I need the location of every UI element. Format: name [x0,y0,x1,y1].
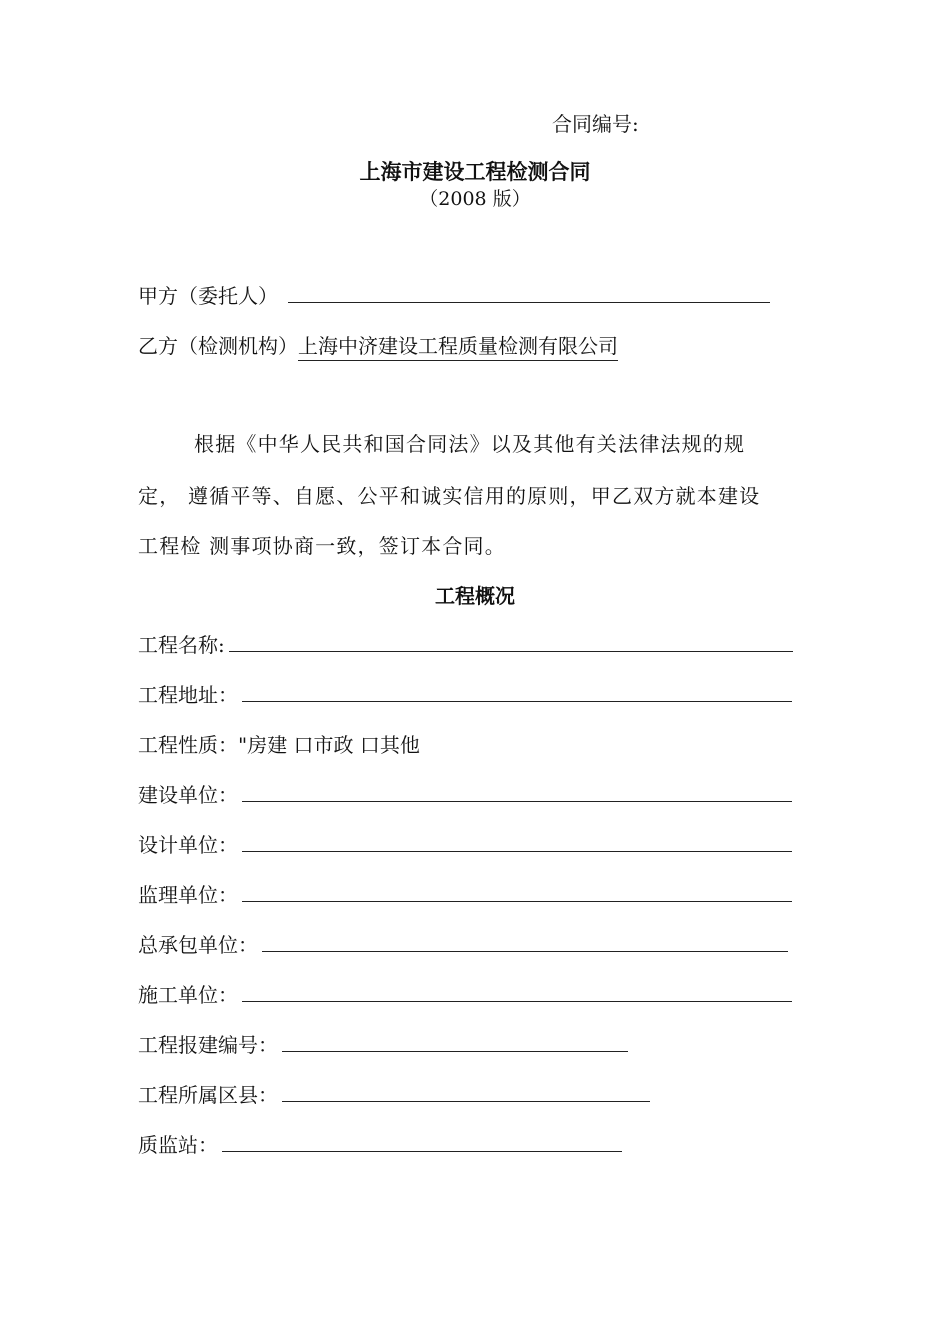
party-a-label: 甲方（委托人） [138,284,278,308]
designer-label: 设计单位： [138,833,238,857]
section-title-overview: 工程概况 [435,584,515,608]
quality-station-label: 质监站： [138,1133,218,1157]
designer-blank[interactable] [242,829,792,852]
supervisor-blank[interactable] [242,879,792,902]
party-a-blank[interactable] [288,280,770,303]
project-address-blank[interactable] [242,679,792,702]
quality-station-blank[interactable] [222,1129,622,1152]
party-b-value: 上海中济建设工程质量检测有限公司 [298,330,618,361]
supervisor-row [138,879,792,908]
project-name-row [138,629,793,658]
registration-no-label: 工程报建编号： [138,1033,278,1057]
project-nature-label: 工程性质： [138,733,238,757]
builder-label: 建设单位： [138,783,238,807]
project-address-label: 工程地址： [138,683,238,707]
general-contractor-row [138,929,788,958]
district-row [138,1079,650,1108]
general-contractor-blank[interactable] [262,929,788,952]
constructor-row [138,979,792,1008]
supervisor-label: 监理单位： [138,883,238,907]
project-nature-row [138,729,420,758]
preamble-line-1: 根据《中华人民共和国合同法》以及其他有关法律法规的规 [194,432,746,456]
builder-row [138,779,792,808]
preamble-line-2: 定， 遵循平等、自愿、公平和诚实信用的原则，甲乙双方就本建设 [138,484,761,508]
builder-blank[interactable] [242,779,792,802]
district-label: 工程所属区县： [138,1083,278,1107]
designer-row [138,829,792,858]
project-name-blank[interactable] [229,629,793,652]
document-edition: （2008 版） [419,188,531,210]
quality-station-row [138,1129,622,1158]
general-contractor-label: 总承包单位： [138,933,258,957]
contract-number-label: 合同编号: [552,112,639,136]
project-name-label: 工程名称: [138,633,225,657]
project-nature-options[interactable]: "房建 口市政 口其他 [238,733,420,757]
registration-no-blank[interactable] [282,1029,628,1052]
constructor-label: 施工单位： [138,983,238,1007]
constructor-blank[interactable] [242,979,792,1002]
project-address-row [138,679,792,708]
document-title: 上海市建设工程检测合同 [359,159,591,184]
registration-no-row [138,1029,628,1058]
district-blank[interactable] [282,1079,650,1102]
party-a-row [138,280,770,309]
party-b-row [138,330,618,361]
preamble-line-3: 工程检 测事项协商一致，签订本合同。 [138,534,506,558]
party-b-label: 乙方（检测机构） [138,334,298,358]
